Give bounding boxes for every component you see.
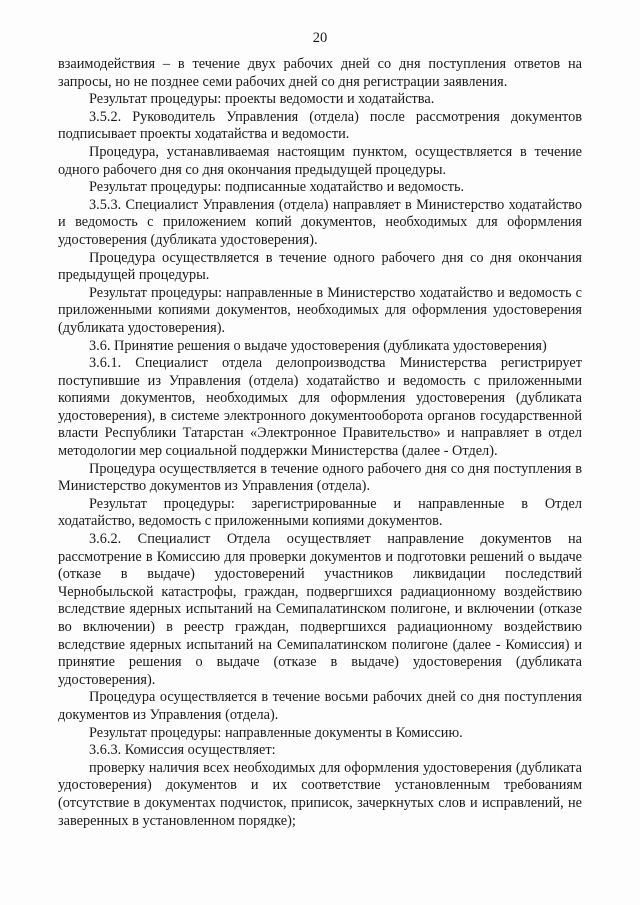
paragraph-procedure-one-day: Процедура, устанавливаемая настоящим пунктом, осуществляется в течение одного рабочего дня со дня окончания предыдущей процедуры.: [58, 143, 582, 178]
paragraph-check-documents: проверку наличия всех необходимых для оформления удостоверения (дубликата удостоверения) документов и их соответствие установленным требованиям (отсутствие в документах подчисток, приписок, зачеркнутых слов и исправлений, не заверенных в установленном порядке);: [58, 759, 582, 829]
paragraph-3-5-2: 3.5.2. Руководитель Управления (отдела) после рассмотрения документов подписывает проекты ходатайства и ведомости.: [58, 108, 582, 143]
page-number: 20: [312, 30, 328, 46]
paragraph-result-registered: Результат процедуры: зарегистрированные и направленные в Отдел ходатайство, ведомость с приложенными копиями документов.: [58, 495, 582, 530]
paragraph-result-drafts: Результат процедуры: проекты ведомости и ходатайства.: [89, 91, 435, 108]
paragraph-3-6-3: 3.6.3. Комиссия осуществляет:: [89, 742, 276, 759]
paragraph-3-6-heading: 3.6. Принятие решения о выдаче удостоверения (дубликата удостоверения): [89, 337, 547, 354]
paragraph-procedure-one-day-2: Процедура осуществляется в течение одного рабочего дня со дня окончания предыдущей процедуры.: [58, 249, 582, 284]
paragraph-result-sent-ministry: Результат процедуры: направленные в Министерство ходатайство и ведомость с приложенными копиями документов, необходимых для оформления удостоверения (дубликата удостоверения).: [58, 284, 582, 336]
paragraph-result-commission: Результат процедуры: направленные документы в Комиссию.: [89, 724, 463, 741]
paragraph-3-5-3: 3.5.3. Специалист Управления (отдела) направляет в Министерство ходатайство и ведомость с приложением копий документов, необходимых для оформления удостоверения (дубликата удостоверения).: [58, 196, 582, 248]
paragraph-result-signed: Результат процедуры: подписанные ходатайство и ведомость.: [89, 179, 465, 196]
paragraph-procedure-eight-days: Процедура осуществляется в течение восьми рабочих дней со дня поступления документов из Управления (отдела).: [58, 689, 582, 723]
document-body: [58, 56, 582, 830]
paragraph-3-6-1: 3.6.1. Специалист отдела делопроизводства Министерства регистрирует поступившие из Управления (отдела) ходатайство и ведомость с приложенными копиями документов, необходимых для оформления удостоверения (дубликата удостоверения), в системе электронного документооборота органов государственной власти Республики Татарстан «Электронное Правительство» и направляет в отдел методологии мер социальной поддержки Министерства (далее - Отдел).: [58, 355, 582, 460]
paragraph-continuation: взаимодействия – в течение двух рабочих дней со дня поступления ответов на запросы, но не позднее семи рабочих дней со дня регистрации заявления.: [58, 56, 582, 90]
paragraph-procedure-registration: Процедура осуществляется в течение одного рабочего дня со дня поступления в Министерство документов из Управления (отдела).: [58, 460, 582, 495]
paragraph-3-6-2: 3.6.2. Специалист Отдела осуществляет направление документов на рассмотрение в Комиссию для проверки документов и подготовки решений о выдаче (отказе в выдаче) удостоверений участников ликвидации последствий Чернобыльской катастрофы, граждан, подвергшихся радиационному воздействию вследствие ядерных испытаний на Семипалатинском полигоне, и включении (отказе во включении) в реестр граждан, подвергшихся радиационному воздействию вследствие ядерных испытаний на Семипалатинском полигоне (далее - Комиссия) и принятие решения о выдаче (отказе в выдаче) удостоверения (дубликата удостоверения).: [58, 531, 582, 688]
